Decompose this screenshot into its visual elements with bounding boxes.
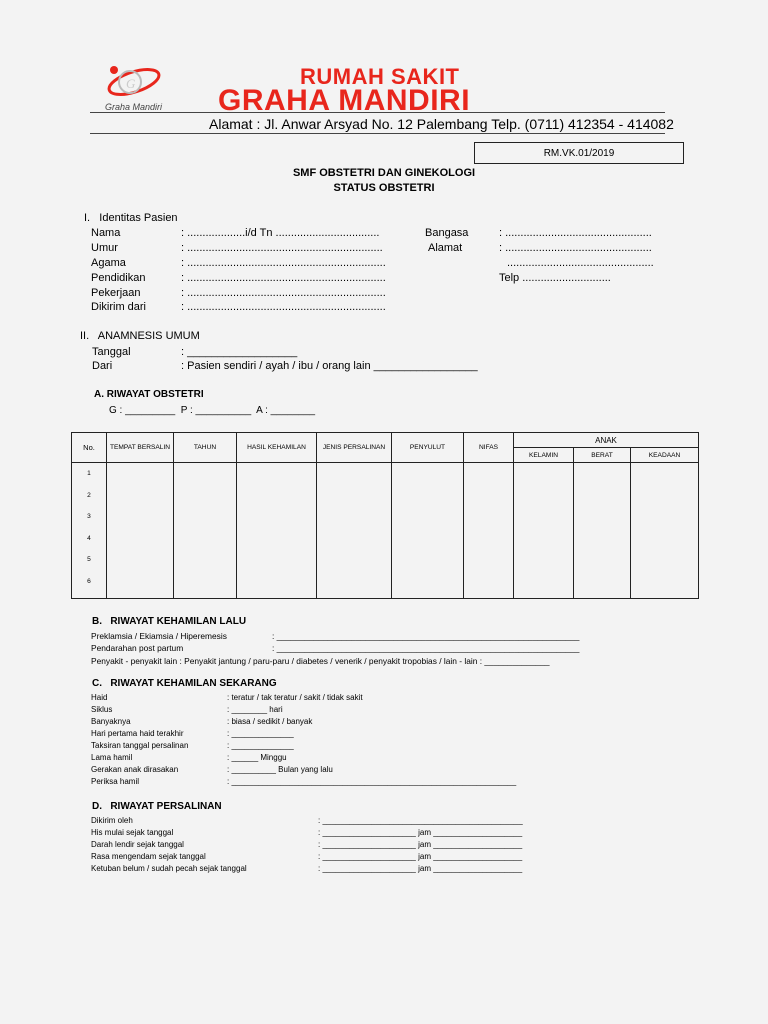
header-divider-top [90,112,665,113]
section-kehamilan-lalu-heading: B. RIWAYAT KEHAMILAN LALU [92,616,247,627]
header-no: No. [72,433,107,463]
field-label: Banyaknya [91,717,131,726]
cell-jenis-persalinan[interactable] [317,463,392,599]
form-title-line2: STATUS OBSTETRI [333,182,435,194]
row-number: 5 [87,556,91,563]
hospital-name-line1: RUMAH SAKIT [300,64,460,89]
cell-berat[interactable] [574,463,631,599]
header-jenis-persalinan: JENIS PERSALINAN [317,433,392,463]
cell-hasil-kehamilan[interactable] [237,463,317,599]
hospital-name-line2: GRAHA MANDIRI [218,84,471,117]
cell-tahun[interactable] [174,463,237,599]
field-value[interactable]: : ................................................................. [181,287,386,299]
field-label: Dikirim dari [91,301,146,313]
header-penyulut: PENYULUT [392,433,464,463]
row-number: 1 [87,470,91,477]
field-value[interactable]: : ................................................ [499,242,652,254]
form-code: RM.VK.01/2019 [543,147,615,159]
gpa-field[interactable]: G : _________ P : __________ A : ________ [109,405,316,416]
field-label: His mulai sejak tanggal [91,828,174,837]
field-value[interactable]: : ................................................................. [181,272,386,284]
section-anamnesis-heading: II. ANAMNESIS UMUM [80,330,200,342]
riwayat-obstetri-table [71,432,699,599]
field-value[interactable]: : ................................................................ [181,242,383,254]
field-label: Agama [91,257,126,269]
cell-tempat-bersalin[interactable] [107,463,174,599]
row-number: 4 [87,534,91,542]
field-label: Pendidikan [91,272,146,284]
header-berat: BERAT [574,448,631,463]
row-numbers-cell [72,463,107,599]
field-value[interactable]: : ______ Minggu [227,753,287,762]
field-label: Pendarahan post partum [91,643,184,653]
field-value[interactable]: : _____________________ jam ____________________ [318,864,523,873]
header-tempat-bersalin: TEMPAT BERSALIN [107,433,174,463]
cell-keadaan[interactable] [631,463,699,599]
cell-nifas[interactable] [464,463,514,599]
cell-penyulut[interactable] [392,463,464,599]
form-title-line1: SMF OBSTETRI DAN GINEKOLOGI [292,167,476,179]
header-tahun: TAHUN [174,433,237,463]
penyakit-lain-field[interactable]: Penyakit - penyakit lain : Penyakit jantung / paru-paru / diabetes / venerik / penyakit tropobias / lain - lain : ______________ [91,656,550,666]
field-label: Gerakan anak dirasakan [91,765,179,774]
header-hasil-kehamilan: HASIL KEHAMILAN [237,433,317,463]
field-label: Dari [92,360,113,372]
field-value[interactable]: ................................................ [507,257,654,269]
field-label: Tanggal [92,346,131,358]
field-label: Preklamsia / Ekiamsia / Hiperemesis [91,631,227,641]
header-nifas: NIFAS [464,433,514,463]
svg-text:G: G [126,76,136,91]
header-kelamin: KELAMIN [514,448,574,463]
section-kehamilan-sekarang-heading: C. RIWAYAT KEHAMILAN SEKARANG [92,678,277,689]
field-value[interactable]: : ................................................ [499,227,652,239]
field-label: Haid [91,693,108,702]
field-value[interactable]: : ______________ [227,729,294,738]
header-divider-bottom [90,133,665,134]
field-label: Periksa hamil [91,777,140,786]
field-label: Hari pertama haid terakhir [91,729,184,738]
hospital-address: Alamat : Jl. Anwar Arsyad No. 12 Palembang Telp. (0711) 412354 - 414082 [209,116,674,132]
field-value[interactable]: : __________________ [181,346,298,358]
field-value[interactable]: : ________________________________________________________________ [227,777,517,786]
field-value[interactable]: : _____________________ jam ____________________ [318,840,523,849]
field-label: Bangasa [425,227,469,239]
field-value[interactable]: : ______________ [227,741,294,750]
field-label: Taksiran tanggal persalinan [91,741,189,750]
field-label: Pekerjaan [91,287,141,299]
field-value[interactable]: : teratur / tak teratur / sakit / tidak sakit [227,693,363,702]
field-value[interactable]: : _________________________________________________________________ [272,643,580,653]
field-label: Siklus [91,705,113,714]
field-value[interactable]: : Pasien sendiri / ayah / ibu / orang lain _________________ [181,360,478,372]
field-label: Rasa mengendam sejak tanggal [91,852,206,861]
field-label: Dikirim oleh [91,816,133,825]
header-keadaan: KEADAAN [631,448,699,463]
row-number: 6 [87,577,91,585]
field-label: Darah lendir sejak tanggal [91,840,184,849]
field-value[interactable]: : ................................................................. [181,257,386,269]
field-label: Lama hamil [91,753,133,762]
row-number: 2 [87,491,91,499]
field-value[interactable]: : biasa / sedikit / banyak [227,717,313,726]
logo-caption: Graha Mandiri [105,102,163,112]
field-value[interactable]: : _____________________ jam ____________________ [318,828,523,837]
field-value[interactable]: : ...................i/d Tn .................................. [181,227,380,239]
field-value[interactable]: : __________ Bulan yang lalu [227,765,333,774]
field-value[interactable]: : ................................................................. [181,301,386,313]
field-value[interactable]: Telp ............................. [499,272,611,284]
field-label: Umur [91,242,118,254]
section-identitas-heading: I. Identitas Pasien [84,212,178,224]
field-value[interactable]: : _____________________ jam ____________________ [318,852,523,861]
field-label: Ketuban belum / sudah pecah sejak tanggal [91,864,247,873]
field-value[interactable]: : _____________________________________________ [318,816,523,825]
field-label: Alamat [428,242,463,254]
row-number: 3 [87,513,91,520]
field-label: Nama [91,227,121,239]
form-code-box [474,142,684,164]
field-value[interactable]: : _________________________________________________________________ [272,631,580,641]
field-value[interactable]: : ________ hari [227,705,283,714]
cell-kelamin[interactable] [514,463,574,599]
section-persalinan-heading: D. RIWAYAT PERSALINAN [92,801,222,812]
section-riwayat-obstetri-heading: A. RIWAYAT OBSTETRI [94,389,204,400]
header-anak: ANAK [514,433,699,448]
